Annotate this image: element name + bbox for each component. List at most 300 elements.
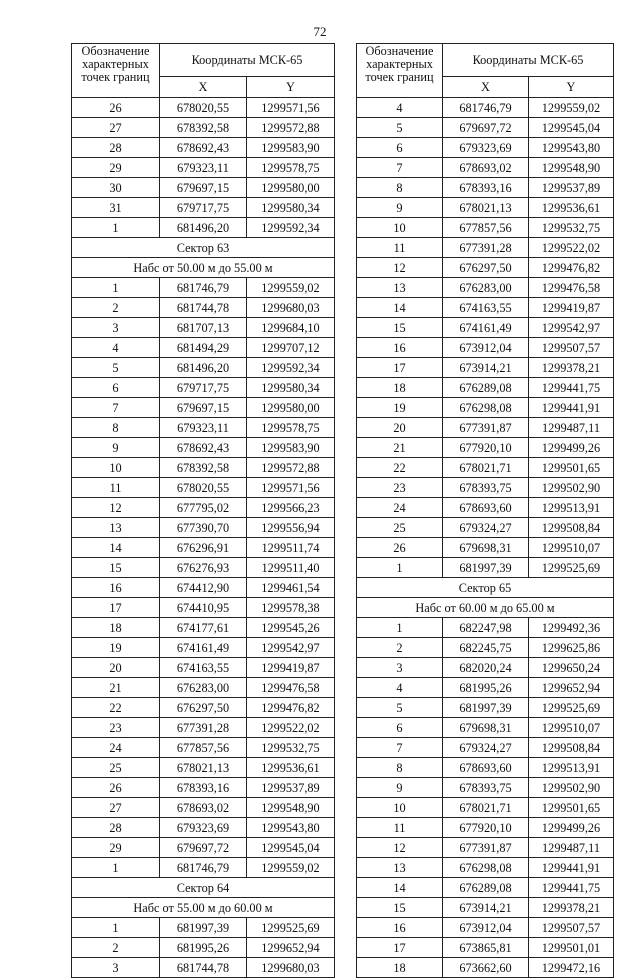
point-number-cell: 29	[72, 158, 160, 178]
table-row	[72, 798, 335, 818]
y-coordinate-cell: 1299513,91	[529, 758, 614, 778]
y-coordinate-cell: 1299441,75	[529, 378, 614, 398]
y-coordinate-cell: 1299566,23	[247, 498, 335, 518]
x-coordinate-cell: 673912,04	[443, 918, 529, 938]
x-coordinate-cell: 681746,79	[443, 98, 529, 118]
coordinates-table-left	[71, 43, 335, 978]
point-number-cell: 7	[72, 398, 160, 418]
table-row	[357, 558, 614, 578]
y-coordinate-cell: 1299532,75	[247, 738, 335, 758]
table-row	[72, 318, 335, 338]
x-coordinate-cell: 676289,08	[443, 878, 529, 898]
table-row	[357, 898, 614, 918]
x-coordinate-cell: 681494,29	[160, 338, 247, 358]
point-number-cell: 17	[72, 598, 160, 618]
x-coordinate-cell: 681496,20	[160, 218, 247, 238]
x-coordinate-cell: 681995,26	[160, 938, 247, 958]
point-number-cell: 18	[357, 958, 443, 978]
point-number-cell: 16	[357, 338, 443, 358]
table-row	[72, 618, 335, 638]
y-coordinate-cell: 1299580,00	[247, 178, 335, 198]
x-coordinate-cell: 678693,60	[443, 498, 529, 518]
table-row	[357, 958, 614, 978]
table-row	[357, 678, 614, 698]
x-coordinate-cell: 673865,81	[443, 938, 529, 958]
table-row	[357, 698, 614, 718]
table-row	[357, 258, 614, 278]
x-coordinate-cell: 676296,91	[160, 538, 247, 558]
x-coordinate-cell: 678692,43	[160, 438, 247, 458]
table-row	[72, 138, 335, 158]
sector-heading: Сектор 63	[72, 238, 335, 258]
y-coordinate-cell: 1299537,89	[247, 778, 335, 798]
y-coordinate-cell: 1299511,74	[247, 538, 335, 558]
x-coordinate-cell: 678021,71	[443, 798, 529, 818]
x-coordinate-cell: 679697,72	[160, 838, 247, 858]
table-row	[72, 418, 335, 438]
table-row	[72, 718, 335, 738]
table-row	[72, 858, 335, 878]
x-coordinate-cell: 679698,31	[443, 538, 529, 558]
y-coordinate-cell: 1299650,24	[529, 658, 614, 678]
table-row	[72, 98, 335, 118]
x-coordinate-cell: 677391,87	[443, 418, 529, 438]
table-row	[72, 918, 335, 938]
table-row	[72, 338, 335, 358]
table-row	[72, 738, 335, 758]
point-number-cell: 5	[357, 118, 443, 138]
table-row	[357, 318, 614, 338]
point-number-cell: 25	[357, 518, 443, 538]
sector-heading: Сектор 65	[357, 578, 614, 598]
x-coordinate-cell: 676283,00	[160, 678, 247, 698]
height-range-row	[72, 258, 335, 278]
table-row	[72, 478, 335, 498]
x-coordinate-cell: 682020,24	[443, 658, 529, 678]
table-row	[357, 118, 614, 138]
point-number-cell: 5	[72, 358, 160, 378]
x-coordinate-cell: 678021,13	[443, 198, 529, 218]
header-designation: Обозначение характерных точек границ	[357, 44, 443, 98]
y-coordinate-cell: 1299476,82	[529, 258, 614, 278]
sector-heading-row	[72, 878, 335, 898]
height-range-row	[72, 898, 335, 918]
point-number-cell: 15	[72, 558, 160, 578]
height-range-label: Набс от 55.00 м до 60.00 м	[72, 898, 335, 918]
table-row	[72, 838, 335, 858]
table-row	[357, 438, 614, 458]
y-coordinate-cell: 1299522,02	[247, 718, 335, 738]
x-coordinate-cell: 679697,15	[160, 398, 247, 418]
point-number-cell: 14	[357, 878, 443, 898]
point-number-cell: 4	[357, 98, 443, 118]
x-coordinate-cell: 677920,10	[443, 438, 529, 458]
y-coordinate-cell: 1299499,26	[529, 438, 614, 458]
x-coordinate-cell: 679717,75	[160, 378, 247, 398]
point-number-cell: 14	[72, 538, 160, 558]
x-coordinate-cell: 679323,11	[160, 418, 247, 438]
table-row	[357, 138, 614, 158]
y-coordinate-cell: 1299502,90	[529, 778, 614, 798]
x-coordinate-cell: 682247,98	[443, 618, 529, 638]
point-number-cell: 25	[72, 758, 160, 778]
y-coordinate-cell: 1299501,01	[529, 938, 614, 958]
header-designation: Обозначение характерных точек границ	[72, 44, 160, 98]
point-number-cell: 2	[357, 638, 443, 658]
point-number-cell: 26	[357, 538, 443, 558]
table-row	[357, 398, 614, 418]
point-number-cell: 28	[72, 818, 160, 838]
x-coordinate-cell: 681496,20	[160, 358, 247, 378]
table-row	[357, 338, 614, 358]
y-coordinate-cell: 1299571,56	[247, 478, 335, 498]
x-coordinate-cell: 678392,58	[160, 458, 247, 478]
x-coordinate-cell: 677795,02	[160, 498, 247, 518]
y-coordinate-cell: 1299559,02	[247, 278, 335, 298]
x-coordinate-cell: 679323,69	[160, 818, 247, 838]
table-row	[357, 658, 614, 678]
y-coordinate-cell: 1299525,69	[247, 918, 335, 938]
header-y: Y	[247, 77, 335, 98]
table-row	[72, 278, 335, 298]
table-row	[357, 298, 614, 318]
table-row	[72, 558, 335, 578]
y-coordinate-cell: 1299522,02	[529, 238, 614, 258]
table-row	[72, 818, 335, 838]
table-row	[357, 358, 614, 378]
table-row	[72, 498, 335, 518]
y-coordinate-cell: 1299510,07	[529, 718, 614, 738]
x-coordinate-cell: 674161,49	[443, 318, 529, 338]
x-coordinate-cell: 677920,10	[443, 818, 529, 838]
point-number-cell: 19	[357, 398, 443, 418]
y-coordinate-cell: 1299476,82	[247, 698, 335, 718]
y-coordinate-cell: 1299501,65	[529, 458, 614, 478]
x-coordinate-cell: 681744,78	[160, 958, 247, 978]
y-coordinate-cell: 1299548,90	[529, 158, 614, 178]
point-number-cell: 2	[72, 298, 160, 318]
point-number-cell: 16	[72, 578, 160, 598]
x-coordinate-cell: 681997,39	[443, 558, 529, 578]
x-coordinate-cell: 678021,71	[443, 458, 529, 478]
x-coordinate-cell: 678020,55	[160, 478, 247, 498]
x-coordinate-cell: 676298,08	[443, 858, 529, 878]
table-row	[357, 198, 614, 218]
header-y: Y	[529, 77, 614, 98]
x-coordinate-cell: 678021,13	[160, 758, 247, 778]
x-coordinate-cell: 679324,27	[443, 518, 529, 538]
point-number-cell: 28	[72, 138, 160, 158]
y-coordinate-cell: 1299652,94	[247, 938, 335, 958]
y-coordinate-cell: 1299378,21	[529, 358, 614, 378]
point-number-cell: 18	[72, 618, 160, 638]
x-coordinate-cell: 679323,11	[160, 158, 247, 178]
point-number-cell: 14	[357, 298, 443, 318]
point-number-cell: 3	[72, 318, 160, 338]
point-number-cell: 7	[357, 738, 443, 758]
y-coordinate-cell: 1299537,89	[529, 178, 614, 198]
y-coordinate-cell: 1299592,34	[247, 358, 335, 378]
y-coordinate-cell: 1299571,56	[247, 98, 335, 118]
x-coordinate-cell: 681707,13	[160, 318, 247, 338]
table-row	[357, 918, 614, 938]
x-coordinate-cell: 681746,79	[160, 278, 247, 298]
point-number-cell: 13	[72, 518, 160, 538]
y-coordinate-cell: 1299542,97	[529, 318, 614, 338]
y-coordinate-cell: 1299680,03	[247, 298, 335, 318]
y-coordinate-cell: 1299578,38	[247, 598, 335, 618]
point-number-cell: 24	[357, 498, 443, 518]
point-number-cell: 11	[357, 238, 443, 258]
y-coordinate-cell: 1299580,00	[247, 398, 335, 418]
x-coordinate-cell: 677391,87	[443, 838, 529, 858]
table-row	[72, 678, 335, 698]
table-row	[72, 538, 335, 558]
y-coordinate-cell: 1299507,57	[529, 338, 614, 358]
table-row	[357, 478, 614, 498]
x-coordinate-cell: 678693,02	[160, 798, 247, 818]
y-coordinate-cell: 1299652,94	[529, 678, 614, 698]
y-coordinate-cell: 1299487,11	[529, 838, 614, 858]
table-row	[72, 778, 335, 798]
x-coordinate-cell: 676297,50	[160, 698, 247, 718]
x-coordinate-cell: 679698,31	[443, 718, 529, 738]
table-row	[357, 838, 614, 858]
table-row	[357, 738, 614, 758]
x-coordinate-cell: 681746,79	[160, 858, 247, 878]
y-coordinate-cell: 1299559,02	[247, 858, 335, 878]
point-number-cell: 7	[357, 158, 443, 178]
point-number-cell: 8	[357, 758, 443, 778]
point-number-cell: 12	[357, 838, 443, 858]
y-coordinate-cell: 1299545,04	[529, 118, 614, 138]
x-coordinate-cell: 676297,50	[443, 258, 529, 278]
x-coordinate-cell: 678020,55	[160, 98, 247, 118]
height-range-row	[357, 598, 614, 618]
y-coordinate-cell: 1299525,69	[529, 558, 614, 578]
x-coordinate-cell: 674161,49	[160, 638, 247, 658]
point-number-cell: 2	[72, 938, 160, 958]
table-row	[72, 298, 335, 318]
x-coordinate-cell: 682245,75	[443, 638, 529, 658]
point-number-cell: 22	[72, 698, 160, 718]
table-row	[357, 718, 614, 738]
y-coordinate-cell: 1299487,11	[529, 418, 614, 438]
table-row	[72, 518, 335, 538]
point-number-cell: 17	[357, 358, 443, 378]
point-number-cell: 4	[357, 678, 443, 698]
table-row	[357, 938, 614, 958]
point-number-cell: 26	[72, 778, 160, 798]
y-coordinate-cell: 1299441,91	[529, 858, 614, 878]
y-coordinate-cell: 1299559,02	[529, 98, 614, 118]
point-number-cell: 10	[72, 458, 160, 478]
table-row	[72, 758, 335, 778]
y-coordinate-cell: 1299583,90	[247, 138, 335, 158]
point-number-cell: 11	[357, 818, 443, 838]
table-row	[72, 398, 335, 418]
point-number-cell: 1	[72, 218, 160, 238]
y-coordinate-cell: 1299592,34	[247, 218, 335, 238]
x-coordinate-cell: 679324,27	[443, 738, 529, 758]
y-coordinate-cell: 1299476,58	[247, 678, 335, 698]
x-coordinate-cell: 679697,72	[443, 118, 529, 138]
x-coordinate-cell: 679323,69	[443, 138, 529, 158]
point-number-cell: 21	[72, 678, 160, 698]
table-row	[72, 638, 335, 658]
header-coordinates: Координаты МСК-65	[160, 44, 335, 77]
x-coordinate-cell: 679717,75	[160, 198, 247, 218]
table-row	[357, 858, 614, 878]
y-coordinate-cell: 1299583,90	[247, 438, 335, 458]
table-row	[72, 158, 335, 178]
point-number-cell: 13	[357, 858, 443, 878]
y-coordinate-cell: 1299476,58	[529, 278, 614, 298]
x-coordinate-cell: 673662,60	[443, 958, 529, 978]
y-coordinate-cell: 1299578,75	[247, 418, 335, 438]
y-coordinate-cell: 1299492,36	[529, 618, 614, 638]
y-coordinate-cell: 1299545,26	[247, 618, 335, 638]
point-number-cell: 18	[357, 378, 443, 398]
y-coordinate-cell: 1299525,69	[529, 698, 614, 718]
y-coordinate-cell: 1299499,26	[529, 818, 614, 838]
height-range-label: Набс от 50.00 м до 55.00 м	[72, 258, 335, 278]
height-range-label: Набс от 60.00 м до 65.00 м	[357, 598, 614, 618]
table-row	[72, 438, 335, 458]
point-number-cell: 20	[72, 658, 160, 678]
table-row	[357, 638, 614, 658]
point-number-cell: 10	[357, 218, 443, 238]
y-coordinate-cell: 1299545,04	[247, 838, 335, 858]
x-coordinate-cell: 678393,75	[443, 778, 529, 798]
x-coordinate-cell: 678393,75	[443, 478, 529, 498]
point-number-cell: 31	[72, 198, 160, 218]
x-coordinate-cell: 676276,93	[160, 558, 247, 578]
table-row	[357, 538, 614, 558]
point-number-cell: 6	[357, 718, 443, 738]
y-coordinate-cell: 1299419,87	[247, 658, 335, 678]
x-coordinate-cell: 674163,55	[443, 298, 529, 318]
point-number-cell: 1	[72, 858, 160, 878]
point-number-cell: 19	[72, 638, 160, 658]
x-coordinate-cell: 673914,21	[443, 898, 529, 918]
point-number-cell: 27	[72, 118, 160, 138]
table-row	[357, 418, 614, 438]
y-coordinate-cell: 1299510,07	[529, 538, 614, 558]
table-row	[72, 938, 335, 958]
table-row	[357, 798, 614, 818]
table-row	[357, 458, 614, 478]
header-x: X	[443, 77, 529, 98]
y-coordinate-cell: 1299580,34	[247, 198, 335, 218]
point-number-cell: 15	[357, 898, 443, 918]
point-number-cell: 1	[357, 618, 443, 638]
x-coordinate-cell: 677857,56	[443, 218, 529, 238]
table-row	[357, 98, 614, 118]
point-number-cell: 1	[72, 278, 160, 298]
x-coordinate-cell: 673912,04	[443, 338, 529, 358]
y-coordinate-cell: 1299441,75	[529, 878, 614, 898]
point-number-cell: 23	[357, 478, 443, 498]
point-number-cell: 15	[357, 318, 443, 338]
y-coordinate-cell: 1299507,57	[529, 918, 614, 938]
y-coordinate-cell: 1299572,88	[247, 458, 335, 478]
y-coordinate-cell: 1299536,61	[529, 198, 614, 218]
table-row	[72, 458, 335, 478]
point-number-cell: 3	[357, 658, 443, 678]
x-coordinate-cell: 677391,28	[160, 718, 247, 738]
x-coordinate-cell: 677857,56	[160, 738, 247, 758]
point-number-cell: 8	[72, 418, 160, 438]
point-number-cell: 11	[72, 478, 160, 498]
y-coordinate-cell: 1299543,80	[529, 138, 614, 158]
y-coordinate-cell: 1299419,87	[529, 298, 614, 318]
table-row	[357, 378, 614, 398]
x-coordinate-cell: 674177,61	[160, 618, 247, 638]
y-coordinate-cell: 1299513,91	[529, 498, 614, 518]
table-row	[357, 178, 614, 198]
table-row	[72, 118, 335, 138]
table-row	[357, 618, 614, 638]
point-number-cell: 24	[72, 738, 160, 758]
point-number-cell: 9	[72, 438, 160, 458]
point-number-cell: 6	[357, 138, 443, 158]
point-number-cell: 26	[72, 98, 160, 118]
y-coordinate-cell: 1299542,97	[247, 638, 335, 658]
x-coordinate-cell: 677391,28	[443, 238, 529, 258]
x-coordinate-cell: 674410,95	[160, 598, 247, 618]
point-number-cell: 9	[357, 778, 443, 798]
table-row	[72, 198, 335, 218]
x-coordinate-cell: 677390,70	[160, 518, 247, 538]
x-coordinate-cell: 676283,00	[443, 278, 529, 298]
point-number-cell: 22	[357, 458, 443, 478]
table-row	[357, 818, 614, 838]
table-row	[357, 238, 614, 258]
point-number-cell: 4	[72, 338, 160, 358]
x-coordinate-cell: 681997,39	[443, 698, 529, 718]
point-number-cell: 29	[72, 838, 160, 858]
y-coordinate-cell: 1299511,40	[247, 558, 335, 578]
table-row	[357, 278, 614, 298]
y-coordinate-cell: 1299548,90	[247, 798, 335, 818]
point-number-cell: 27	[72, 798, 160, 818]
y-coordinate-cell: 1299508,84	[529, 738, 614, 758]
header-coordinates: Координаты МСК-65	[443, 44, 614, 77]
point-number-cell: 20	[357, 418, 443, 438]
y-coordinate-cell: 1299684,10	[247, 318, 335, 338]
x-coordinate-cell: 681997,39	[160, 918, 247, 938]
x-coordinate-cell: 681995,26	[443, 678, 529, 698]
point-number-cell: 5	[357, 698, 443, 718]
table-row	[72, 958, 335, 978]
point-number-cell: 12	[72, 498, 160, 518]
point-number-cell: 21	[357, 438, 443, 458]
x-coordinate-cell: 681744,78	[160, 298, 247, 318]
point-number-cell: 30	[72, 178, 160, 198]
table-row	[357, 878, 614, 898]
table-row	[357, 218, 614, 238]
y-coordinate-cell: 1299580,34	[247, 378, 335, 398]
table-row	[357, 158, 614, 178]
point-number-cell: 10	[357, 798, 443, 818]
y-coordinate-cell: 1299680,03	[247, 958, 335, 978]
x-coordinate-cell: 676289,08	[443, 378, 529, 398]
table-row	[72, 178, 335, 198]
x-coordinate-cell: 678693,60	[443, 758, 529, 778]
point-number-cell: 8	[357, 178, 443, 198]
table-row	[357, 758, 614, 778]
